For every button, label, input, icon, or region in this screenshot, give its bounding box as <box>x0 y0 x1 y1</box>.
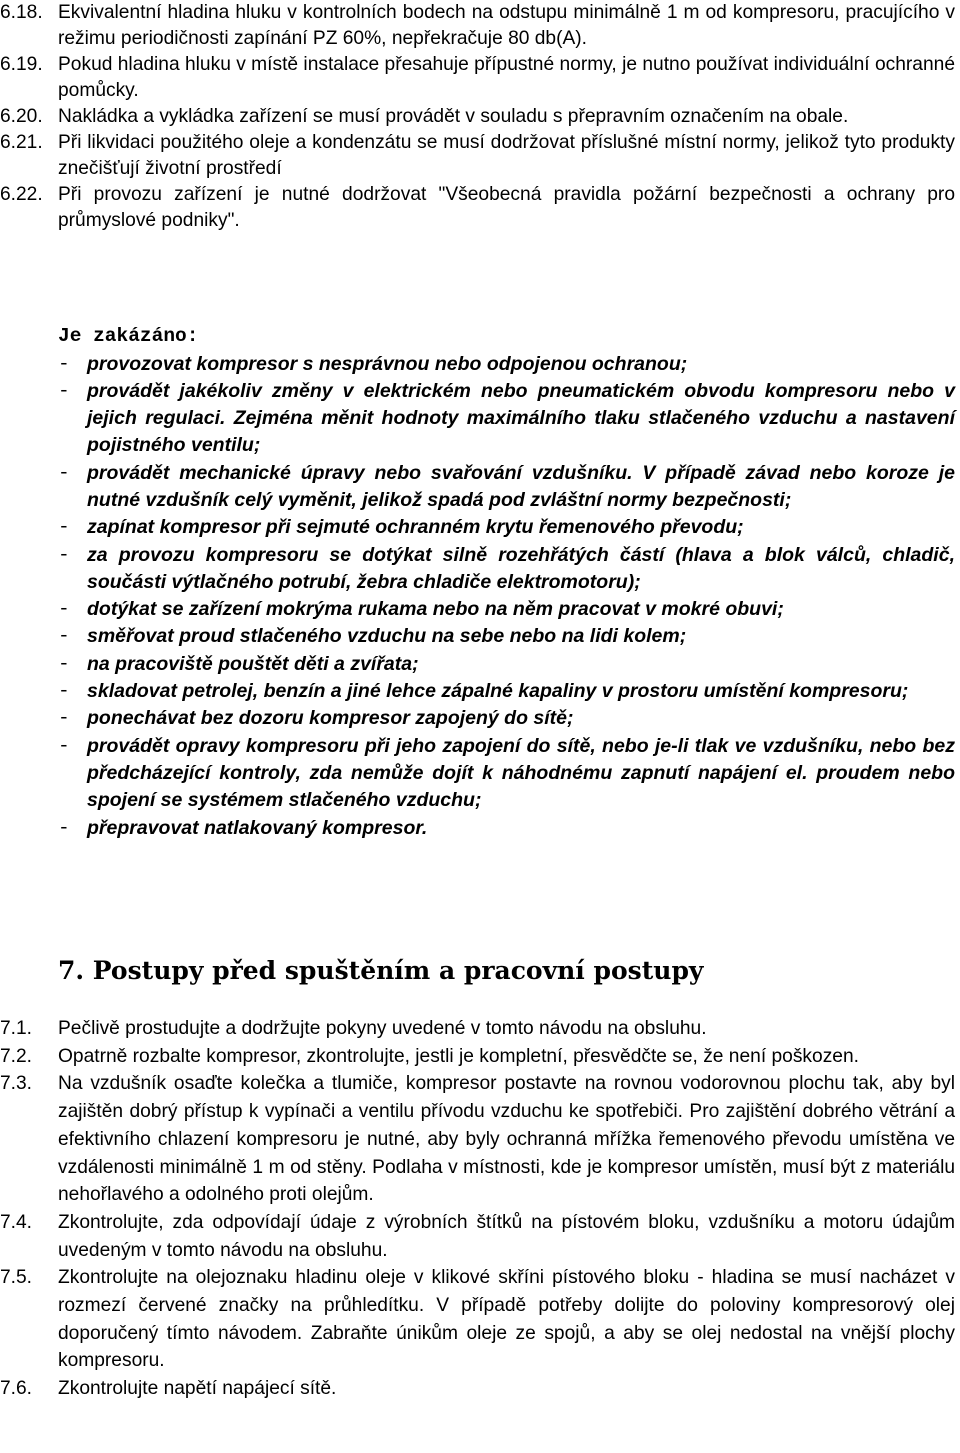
prohibition-item <box>0 705 955 732</box>
prohibition-item <box>0 514 955 541</box>
prohibition-text: zapínat kompresor při sejmuté ochranném krytu řemenového převodu; <box>87 516 744 539</box>
item-number: 7.3. <box>0 1073 33 1095</box>
section-6-list <box>0 0 955 234</box>
prohibition-text: dotýkat se zařízení mokrýma rukama nebo na něm pracovat v mokré obuvi; <box>87 598 784 621</box>
item-number: 6.18. <box>0 2 43 23</box>
section-item-7-5 <box>0 1264 955 1375</box>
prohibition-item <box>0 815 955 842</box>
item-number: 7.5. <box>0 1267 33 1289</box>
prohibition-text: na pracoviště pouštět děti a zvířata; <box>87 652 419 675</box>
dash-bullet: - <box>58 598 70 621</box>
section-item-6-21 <box>0 130 955 182</box>
item-number: 7.6. <box>0 1378 33 1400</box>
item-number: 6.21. <box>0 132 43 153</box>
prohibition-text: za provozu kompresoru se dotýkat silně rozehřátých částí (hlava a blok válců, chladič, součásti výtlačného potrubí, žebra chladiče elektromotoru); <box>87 543 955 593</box>
prohibitions-title: Je zakázáno: <box>58 325 199 347</box>
section-7-heading: 7. Postupy před spuštěním a pracovní postupy <box>58 956 704 985</box>
prohibitions-block <box>0 323 955 842</box>
prohibition-item <box>0 678 955 705</box>
item-text: Zkontrolujte napětí napájecí sítě. <box>58 1378 337 1400</box>
item-text: Opatrně rozbalte kompresor, zkontrolujte, jestli je kompletní, přesvědčte se, že není poškozen. <box>58 1045 859 1067</box>
dash-bullet: - <box>58 625 70 648</box>
section-item-6-19 <box>0 52 955 104</box>
dash-bullet: - <box>58 461 70 484</box>
prohibition-item <box>0 378 955 460</box>
item-text: Nakládka a vykládka zařízení se musí provádět v souladu s přepravním označením na obale. <box>58 106 849 127</box>
item-text: Na vzdušník osaďte kolečka a tlumiče, kompresor postavte na rovnou vodorovnou plochu tak, aby byl zajištěn dobrý přístup k vypínači a ventilu přívodu vzduchu ke spotřebiči. Pro zajištění dobrého větrání a efektivního chlazení kompresoru je nutné, aby byly ochranná mřížka řemenového převodu umístěna ve vzdálenosti minimálně 1 m od stěny. Podlaha v místnosti, kde je kompresor umístěn, musí být z materiálu nehořlavého a odolného proti olejům. <box>58 1073 955 1206</box>
item-text: Ekvivalentní hladina hluku v kontrolních bodech na odstupu minimálně 1 m od kompresoru, pracujícího v režimu periodičnosti zapínání PZ 60%, nepřekračuje 80 db(A). <box>58 2 955 49</box>
prohibition-item <box>0 596 955 623</box>
section-item-7-1 <box>0 1015 955 1043</box>
prohibition-item <box>0 542 955 597</box>
item-number: 7.1. <box>0 1018 33 1039</box>
section-item-7-3 <box>0 1070 955 1209</box>
dash-bullet: - <box>58 379 70 402</box>
item-text: Zkontrolujte na olejoznaku hladinu oleje v klikové skříni pístového bloku - hladina se musí nacházet v rozmezí červené značky na průhledítku. V případě potřeby dolijte do poloviny kompresorový olej doporučený tímto návodem. Zabraňte únikům oleje ze spojů, a aby se olej nedostal na vnější plochy kompresoru. <box>58 1267 955 1372</box>
item-number: 6.22. <box>0 184 43 205</box>
item-text: Zkontrolujte, zda odpovídají údaje z výrobních štítků na pístovém bloku, vzdušníku a motoru údajům uvedeným v tomto návodu na obsluhu. <box>58 1211 955 1261</box>
prohibition-text: směřovat proud stlačeného vzduchu na sebe nebo na lidi kolem; <box>87 625 687 648</box>
dash-bullet: - <box>58 707 70 730</box>
item-number: 6.19. <box>0 54 43 75</box>
prohibition-item <box>0 460 955 515</box>
item-text: Pečlivě prostudujte a dodržujte pokyny uvedené v tomto návodu na obsluhu. <box>58 1018 707 1039</box>
prohibition-item <box>0 623 955 650</box>
section-item-7-2 <box>0 1043 955 1071</box>
prohibitions-list <box>0 351 955 842</box>
item-text: Pokud hladina hluku v místě instalace přesahuje přípustné normy, je nutno používat individuální ochranné pomůcky. <box>58 54 955 101</box>
dash-bullet: - <box>58 680 70 703</box>
dash-bullet: - <box>58 652 70 675</box>
prohibition-item <box>0 351 955 378</box>
item-text: Při likvidaci použitého oleje a kondenzátu se musí dodržovat příslušné místní normy, jelikož tyto produkty znečišťují životní prostředí <box>58 132 955 179</box>
prohibition-text: provozovat kompresor s nesprávnou nebo odpojenou ochranou; <box>87 352 688 375</box>
section-item-6-18 <box>0 0 955 52</box>
prohibition-text: přepravovat natlakovaný kompresor. <box>87 816 428 839</box>
dash-bullet: - <box>58 543 70 566</box>
item-number: 7.2. <box>0 1045 33 1067</box>
prohibition-text: provádět opravy kompresoru při jeho zapojení do sítě, nebo je-li tlak ve vzdušníku, nebo bez předcházející kontroly, zda nemůže dojít k náhodnému zapnutí napájení el. proudem nebo spojení se systémem stlačeného vzduchu; <box>87 734 955 812</box>
prohibition-text: provádět jakékoliv změny v elektrickém nebo pneumatickém obvodu kompresoru nebo v jejich regulaci. Zejména měnit hodnoty maximálního tlaku stlačeného vzduchu a nastavení pojistného ventilu; <box>87 379 955 457</box>
item-number: 7.4. <box>0 1211 33 1233</box>
prohibition-item <box>0 651 955 678</box>
section-item-6-22 <box>0 182 955 234</box>
prohibition-text: skladovat petrolej, benzín a jiné lehce zápalné kapaliny v prostoru umístění kompresoru; <box>87 680 909 703</box>
prohibition-text: provádět mechanické úpravy nebo svařování vzdušníku. V případě závad nebo koroze je nutné vzdušník celý vyměnit, jelikož spadá pod zvláštní normy bezpečnosti; <box>87 461 955 511</box>
section-item-7-4 <box>0 1209 955 1264</box>
dash-bullet: - <box>58 516 70 539</box>
section-7-list <box>0 1015 955 1403</box>
dash-bullet: - <box>58 734 70 757</box>
dash-bullet: - <box>58 352 70 375</box>
prohibition-item <box>0 733 955 815</box>
item-number: 6.20. <box>0 106 43 127</box>
item-text: Při provozu zařízení je nutné dodržovat "Všeobecná pravidla požární bezpečnosti a ochrany pro průmyslové podniky". <box>58 184 955 231</box>
section-item-6-20 <box>0 104 955 130</box>
section-item-7-6 <box>0 1375 955 1403</box>
prohibition-text: ponechávat bez dozoru kompresor zapojený do sítě; <box>87 707 574 730</box>
dash-bullet: - <box>58 816 70 839</box>
